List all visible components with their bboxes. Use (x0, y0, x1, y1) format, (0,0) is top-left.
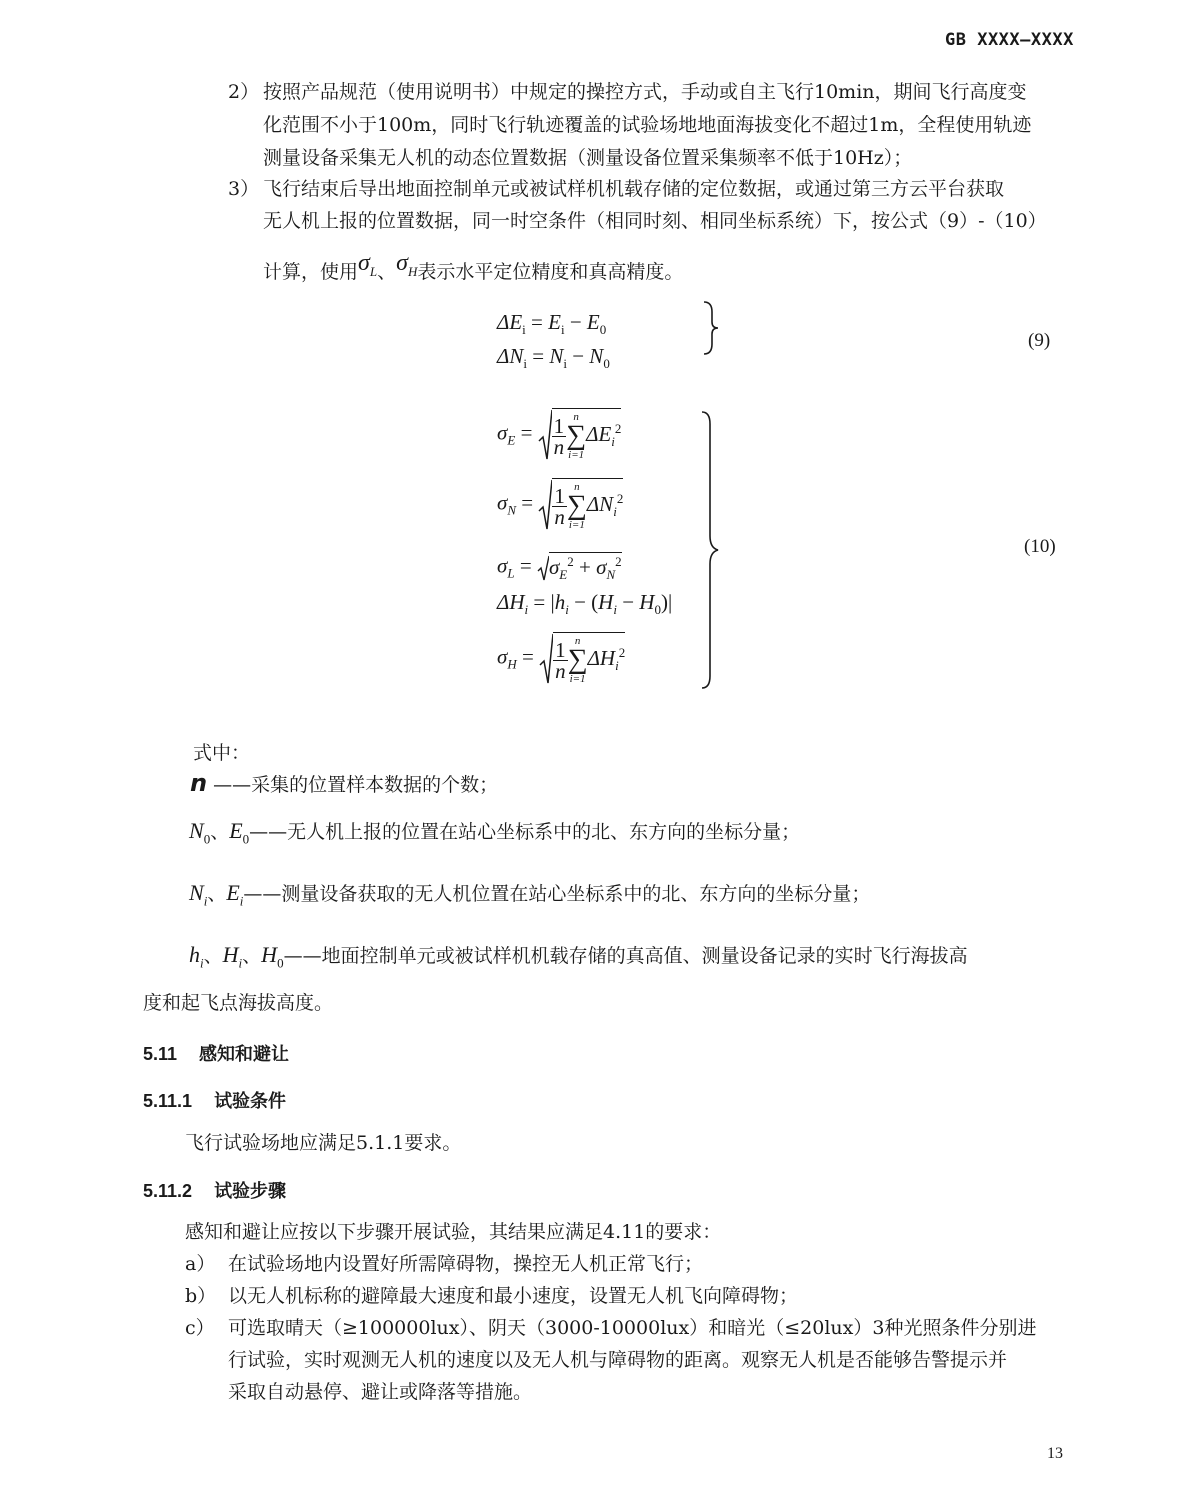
eq9-delta-e: $\Delta E_i = E_i - E_0$ (497, 310, 607, 338)
section-5-11-1-number: 5.11.1 (143, 1091, 193, 1111)
where-title: 式中： (193, 742, 251, 764)
section-5-11-heading (143, 1040, 289, 1066)
where-n0e0-desc: ——无人机上报的位置在站心坐标系中的北、东方向的坐标分量； (249, 821, 801, 843)
eq10-brace (698, 410, 722, 690)
where-n-row (190, 770, 498, 798)
eq10-sigma-n: $\sigma_N$ = $\frac{1}{n}$ n ∑ i=1 $\Delta N_i^2$ (497, 478, 623, 531)
eq10-number: (10) (1024, 536, 1056, 557)
section-5-11-1-body: 飞行试验场地应满足5.1.1要求。 (185, 1132, 462, 1154)
eq9-delta-n: $\Delta N_i = N_i - N_0$ (497, 344, 610, 372)
section-5-11-number: 5.11 (143, 1044, 178, 1064)
section-5-11-1-title: 试验条件 (214, 1091, 287, 1111)
document-code: GB XXXX—XXXX (945, 30, 1074, 50)
where-ni-ei-desc: ——测量设备获取的无人机位置在站心坐标系中的北、东方向的坐标分量； (243, 883, 871, 905)
section-5-11-2-intro: 感知和避让应按以下步骤开展试验，其结果应满足4.11的要求： (185, 1221, 722, 1243)
eq9-brace (700, 300, 722, 356)
step-3-label: 3） (228, 178, 260, 200)
eq9-number: (9) (1028, 330, 1051, 351)
calc-line-after: 表示水平定位精度和真高精度。 (417, 261, 684, 283)
sigma-h-symbol: $\sigma_H$ (396, 250, 418, 279)
eq10-sigma-h: $\sigma_H$ = $\frac{1}{n}$ n ∑ i=1 $\Delta H_i^2$ (497, 632, 625, 685)
page-number: 13 (1047, 1445, 1063, 1462)
section-5-11-2-heading (143, 1177, 286, 1203)
eq10-sigma-e: $\sigma_E$ = $\frac{1}{n}$ n ∑ i=1 $\Delta E_i^2$ (497, 408, 621, 461)
item-b-line-1: 以无人机标称的避障最大速度和最小速度，设置无人机飞向障碍物； (228, 1285, 799, 1307)
calc-line-before: 计算，使用 (263, 261, 359, 283)
sigma-l-symbol: $\sigma_L$ (358, 250, 378, 279)
n-symbol: n (190, 769, 208, 797)
where-h-desc-1: ——地面控制单元或被试样机机载存储的真高值、测量设备记录的实时飞行海拔高 (283, 945, 968, 967)
item-c-line-1: 可选取晴天（≥100000lux）、阴天（3000-10000lux）和暗光（≤20lux）3种光照条件分别进 (228, 1317, 1037, 1339)
item-c-label: c） (185, 1317, 215, 1339)
where-h-desc-2: 度和起飞点海拔高度。 (143, 992, 334, 1014)
calc-line (263, 250, 684, 293)
step-3-line-1: 飞行结束后导出地面控制单元或被试样机机载存储的定位数据，或通过第三方云平台获取 (263, 178, 1005, 200)
n0-e0-symbols: $N_0$、$E_0$ (189, 818, 250, 847)
item-a-line-1: 在试验场地内设置好所需障碍物，操控无人机正常飞行； (228, 1253, 704, 1275)
ni-ei-symbols: $N_i$、$E_i$ (189, 880, 244, 909)
item-b-label: b） (185, 1285, 217, 1307)
item-c-line-3: 采取自动悬停、避让或降落等措施。 (228, 1381, 533, 1403)
where-ni-ei-row (189, 880, 870, 914)
h-symbols: $h_i$、$H_i$、$H_0$ (189, 942, 284, 971)
step-2-line-3: 测量设备采集无人机的动态位置数据（测量设备位置采集频率不低于10Hz）； (263, 147, 913, 169)
where-h-row (189, 942, 968, 976)
where-n0e0-row (189, 818, 800, 852)
item-a-label: a） (185, 1253, 216, 1275)
section-5-11-2-number: 5.11.2 (143, 1181, 193, 1201)
calc-line-sep: 、 (377, 261, 397, 283)
step-2-line-2: 化范围不小于100m，同时飞行轨迹覆盖的试验场地地面海拔变化不超过1m，全程使用轨迹 (263, 114, 1032, 136)
step-2-label: 2） (228, 81, 260, 103)
item-c-line-2: 行试验，实时观测无人机的速度以及无人机与障碍物的距离。观察无人机是否能够告警提示并 (228, 1349, 1008, 1371)
step-3-line-2: 无人机上报的位置数据，同一时空条件（相同时刻、相同坐标系统）下，按公式（9）-（10） (263, 210, 1047, 232)
eq10-sigma-l: $\sigma_L = \sigma_E^2 + \sigma_N^2$ (497, 553, 622, 583)
section-5-11-2-title: 试验步骤 (214, 1181, 287, 1201)
section-5-11-1-heading (143, 1087, 286, 1113)
eq10-delta-h: $\Delta H_i = |h_i - (H_i - H_0)|$ (497, 590, 673, 618)
where-n-desc: ——采集的位置样本数据的个数； (213, 774, 499, 796)
step-2-line-1: 按照产品规范（使用说明书）中规定的操控方式，手动或自主飞行10min，期间飞行高度变 (263, 81, 1027, 103)
section-5-11-title: 感知和避让 (199, 1044, 290, 1064)
